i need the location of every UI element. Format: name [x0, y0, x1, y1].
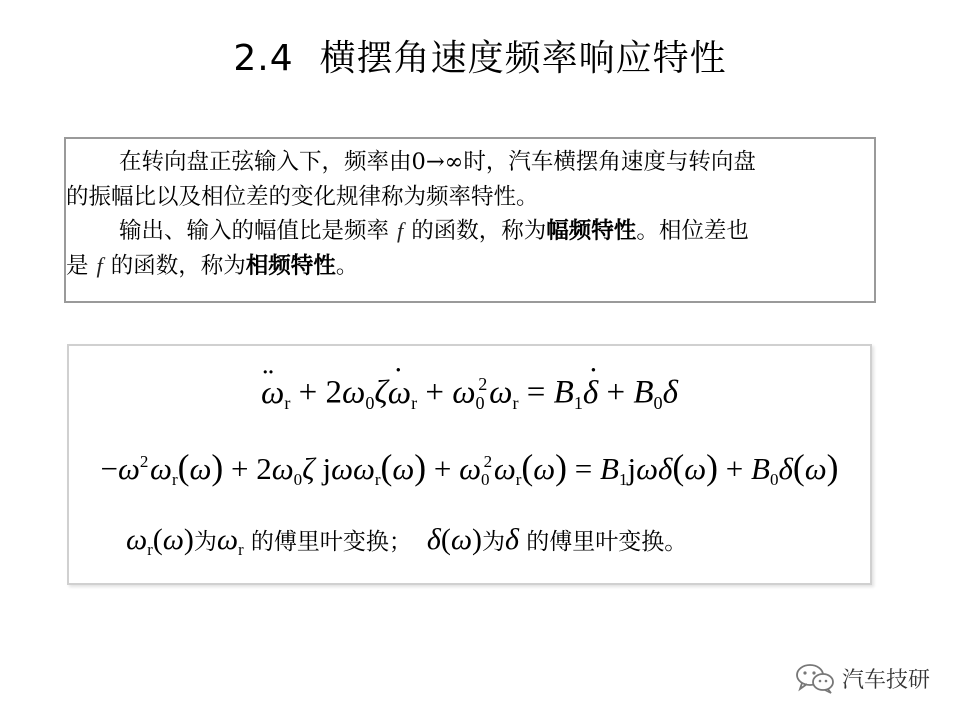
text-segment: 。相位差也 — [636, 218, 749, 244]
note-label: 为 — [193, 529, 217, 555]
text-segment: 是 — [66, 252, 89, 279]
text-segment: 的函数，称为 — [411, 218, 547, 244]
equation-frequency-domain: $-\omega^2\omega_r(\omega) + 2\omega_0\zeta$ $j\omega\omega_r(\omega) + \omega_0^2\omega_r(\omega) = B_1j\omega\delta(\omega) + B_0\delta(\omega)$ — [100, 447, 839, 489]
equation-time-domain: ¨ $\omega_r$ + $2\omega_0\zeta˙$ $\omega_r + \omega_0^2\omega_r$ = $B_1˙$ $\delta + B_0\delta$ — [69, 374, 870, 414]
page-title — [0, 30, 960, 81]
variable-f: f — [96, 252, 103, 278]
term-amplitude-frequency: 幅频特性 — [546, 218, 637, 244]
section-number: 2.4 — [233, 38, 294, 79]
fourier-note: $\omega_r(\omega)$为$\omega_r$ 的傅里叶变换； δ(ω)为δ 的傅里叶变换。 — [126, 523, 688, 559]
section-title: 横摆角速度频率响应特性 — [319, 38, 727, 79]
variable-f: f — [397, 218, 404, 243]
paragraph-1-line-1: 在转向盘正弦输入下，频率由0→∞时，汽车横摆角速度与转向盘 — [119, 149, 756, 175]
note-label: 为 — [482, 529, 506, 555]
wechat-icon — [794, 662, 836, 694]
note-text: 的傅里叶变换； — [243, 529, 412, 555]
text-segment: 输出、输入的幅值比是频率 — [119, 218, 390, 244]
paragraph-2-line-1 — [66, 214, 874, 249]
term-phase-frequency: 相频特性 — [245, 252, 336, 279]
text-segment: 的函数，称为 — [110, 252, 246, 279]
definition-textbox — [64, 137, 876, 303]
paragraph-1-line-2: 的振幅比以及相位差的变化规律称为频率特性。 — [66, 183, 539, 210]
paragraph-2-line-2 — [66, 249, 874, 284]
watermark — [794, 662, 930, 694]
note-text: 的傅里叶变换。 — [518, 529, 688, 555]
text-segment: 。 — [335, 252, 359, 279]
watermark-text: 汽车技研 — [841, 667, 930, 693]
equation-box — [67, 344, 872, 585]
